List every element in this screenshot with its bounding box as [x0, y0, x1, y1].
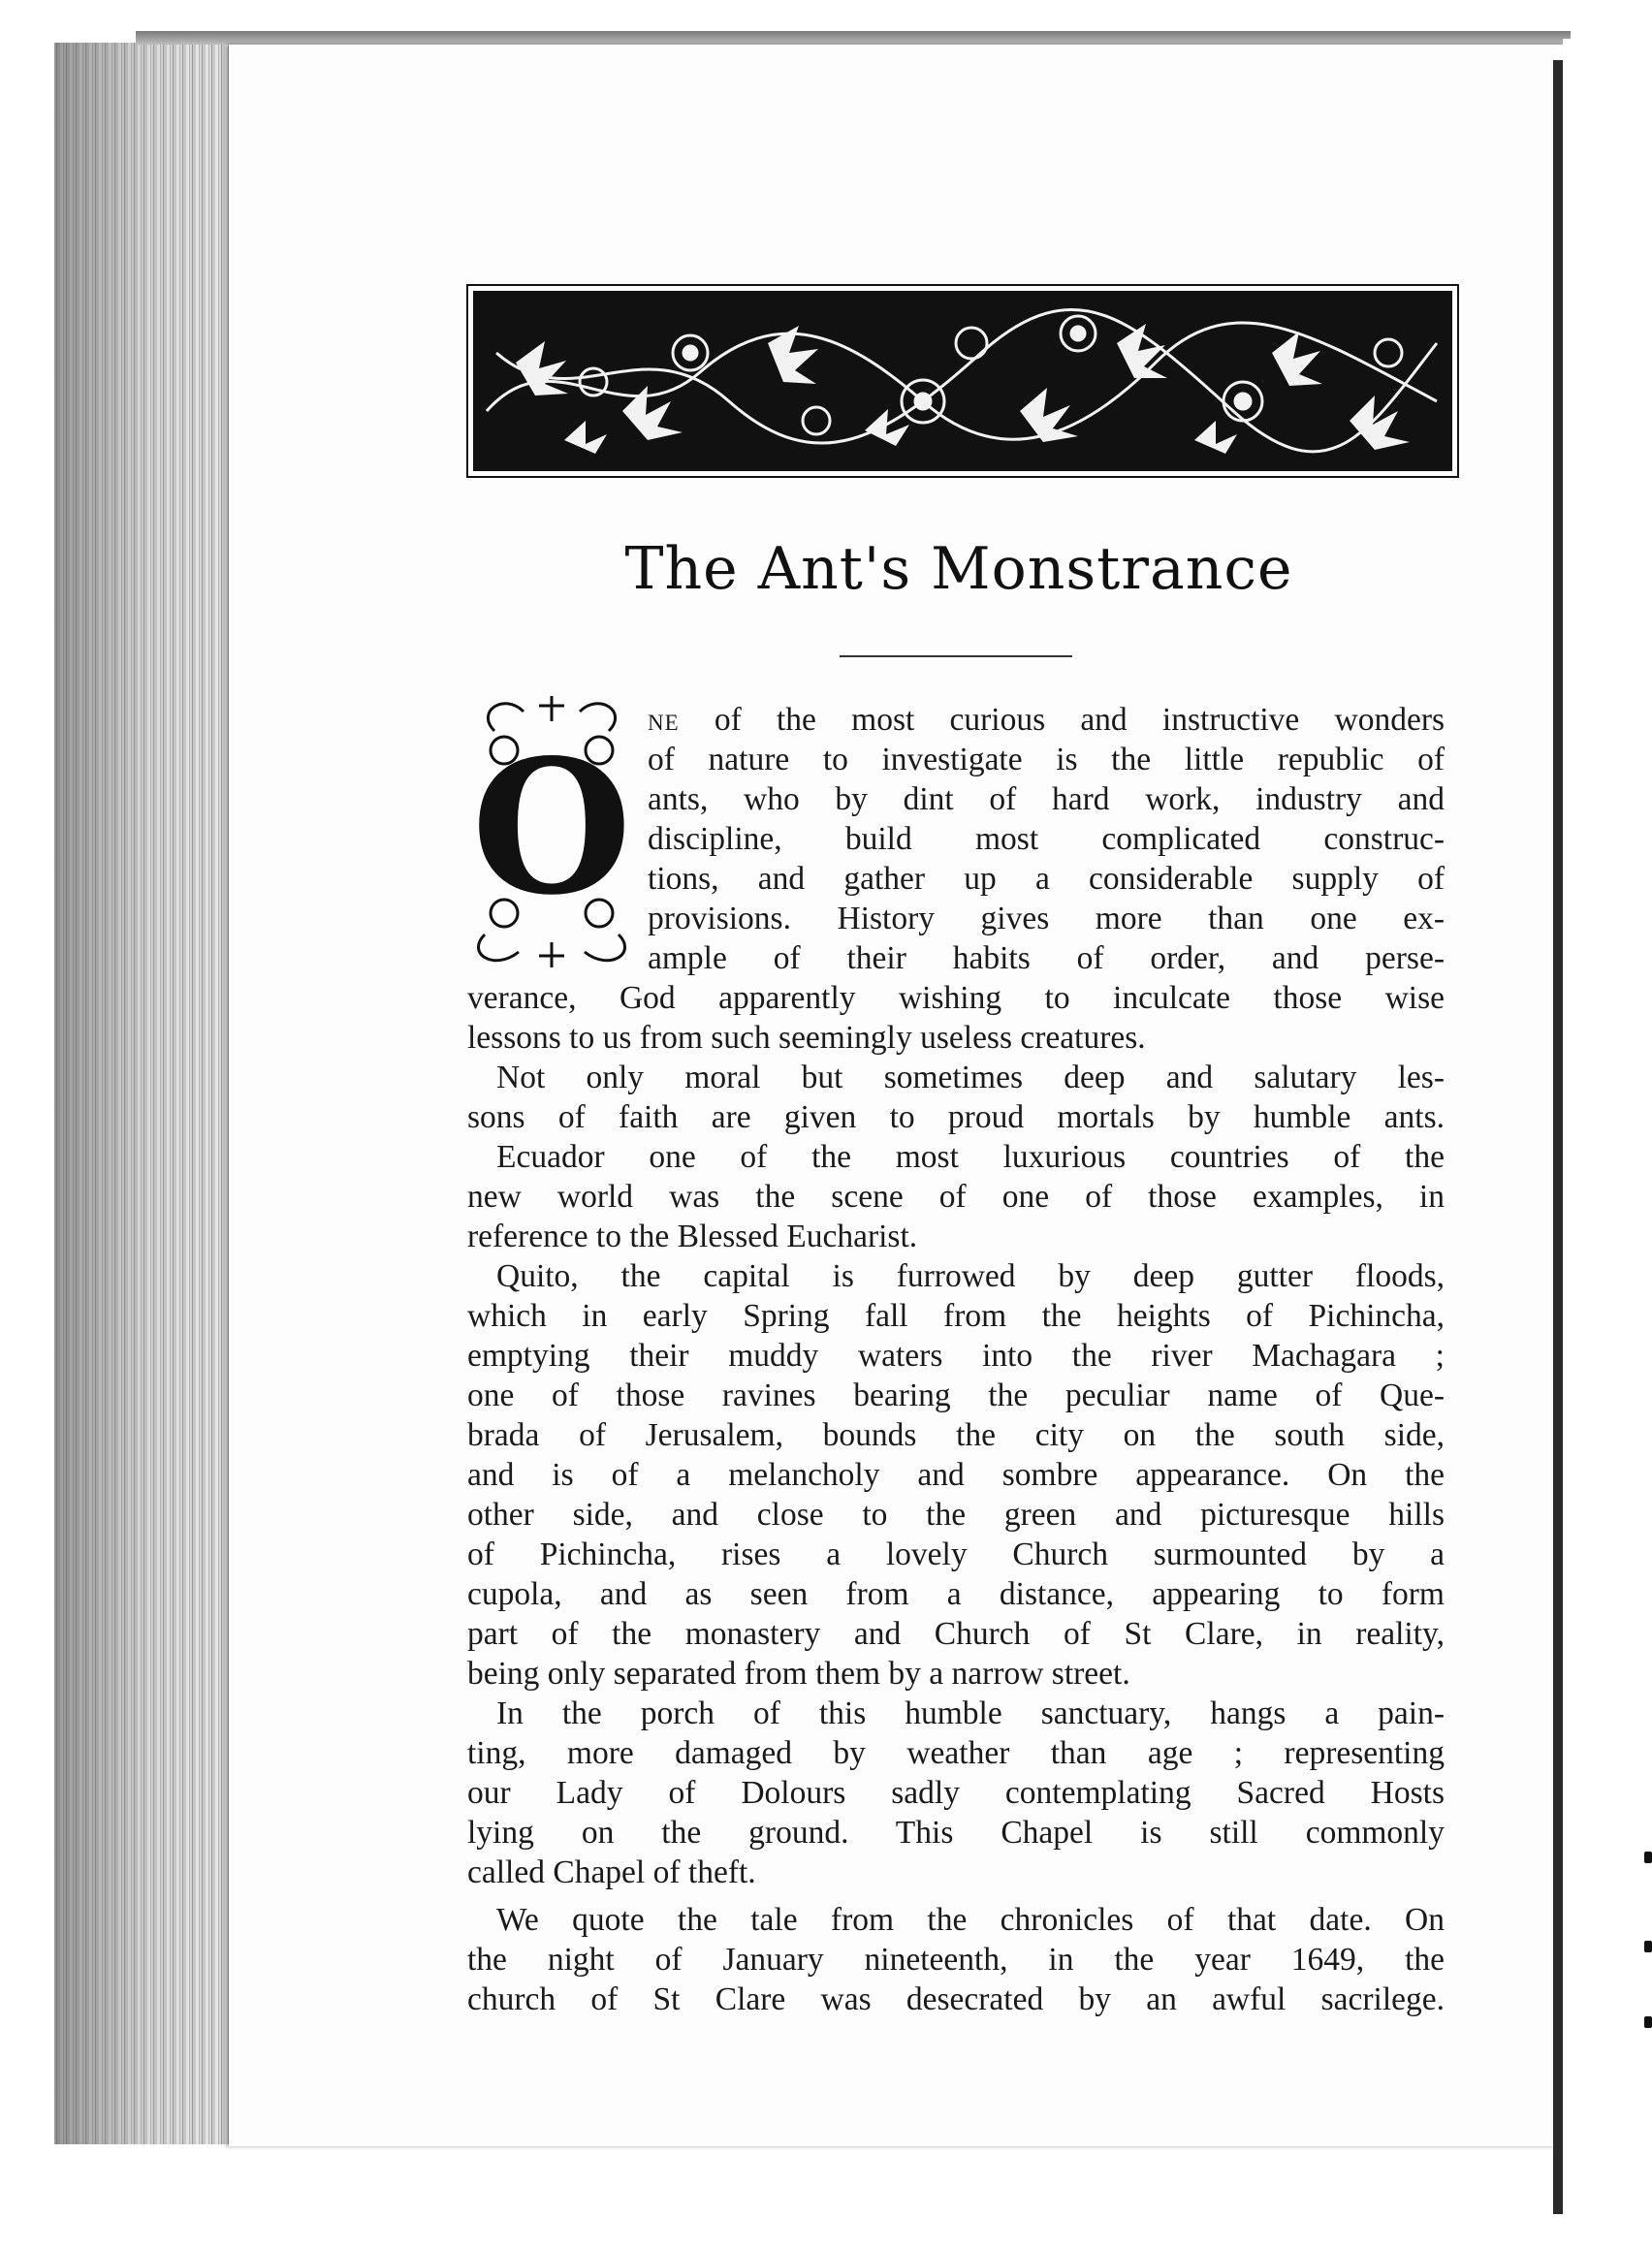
paragraph [467, 1058, 1445, 1137]
text-line: tions, and gather up a considerable supply of [648, 861, 1445, 897]
text-line: reference to the Blessed Eucharist. [467, 1219, 918, 1254]
initial-letter: O [471, 719, 632, 935]
text-line: part of the monastery and Church of St Clare, in reality, [467, 1616, 1445, 1652]
text-line: of nature to investigate is the little republic of [648, 742, 1445, 777]
text-line: ants, who by dint of hard work, industry and [648, 781, 1445, 817]
page-edges-shadow [54, 43, 229, 2144]
paragraph [467, 1256, 1445, 1694]
facing-page-mark [1644, 2016, 1652, 2028]
text-line: church of St Clare was desecrated by an awful sacrilege. [467, 1981, 1445, 2017]
text-line: called Chapel of theft. [467, 1854, 756, 1890]
text-line: Not only moral but sometimes deep and salutary les- [496, 1060, 1445, 1095]
text-line: Ecuador one of the most luxurious countries of the [496, 1139, 1445, 1175]
title-rule [840, 655, 1072, 657]
opening-paragraph [648, 700, 1445, 978]
text-line: ting, more damaged by weather than age ; representing [467, 1735, 1445, 1771]
text-line [648, 700, 1445, 740]
body-text [467, 978, 1445, 2019]
facing-page [1563, 39, 1652, 2249]
paragraph [467, 978, 1445, 1058]
facing-page-mark [1644, 1852, 1652, 1863]
facing-page-gutter [1553, 60, 1563, 2214]
floral-ornament-graphic [477, 295, 1448, 467]
chapter-title: The Ant's Monstrance [624, 535, 1293, 603]
text-line: provisions. History gives more than one ex- [648, 901, 1445, 936]
text-line: verance, God apparently wishing to inculcate those wise [467, 980, 1445, 1016]
text-line: of Pichincha, rises a lovely Church surmounted by a [467, 1536, 1445, 1572]
top-page-edge [136, 31, 1571, 45]
text-line: brada of Jerusalem, bounds the city on the south side, [467, 1417, 1445, 1453]
paragraph [467, 1694, 1445, 1892]
text-line: ample of their habits of order, and perse- [648, 940, 1445, 976]
text-line-content: of the most curious and instructive wonders [714, 702, 1446, 738]
text-line: other side, and close to the green and picturesque hills [467, 1497, 1445, 1533]
text-line: which in early Spring fall from the heights of Pichincha, [467, 1298, 1445, 1334]
text-line: the night of January nineteenth, in the year 1649, the [467, 1942, 1445, 1978]
text-line: discipline, build most complicated construc- [648, 821, 1445, 857]
text-line: Quito, the capital is furrowed by deep gutter floods, [496, 1258, 1445, 1294]
text-line: In the porch of this humble sanctuary, hangs a pain- [496, 1695, 1445, 1731]
text-line: lessons to us from such seemingly useless creatures. [467, 1020, 1146, 1056]
text-line: cupola, and as seen from a distance, appearing to form [467, 1576, 1445, 1612]
text-line: new world was the scene of one of those examples, in [467, 1179, 1445, 1215]
text-line: and is of a melancholy and sombre appearance. On the [467, 1457, 1445, 1493]
paragraph [467, 1137, 1445, 1256]
decorated-initial [465, 692, 638, 971]
text-line: our Lady of Dolours sadly contemplating Sacred Hosts [467, 1775, 1445, 1811]
floral-ornament-banner [473, 291, 1452, 471]
text-line: being only separated from them by a narrow street. [467, 1656, 1130, 1692]
text-line: sons of faith are given to proud mortals by humble ants. [467, 1099, 1445, 1135]
paragraph [467, 1900, 1445, 2019]
opening-small-caps: ne [648, 702, 680, 738]
text-line: emptying their muddy waters into the river Machagara ; [467, 1338, 1445, 1374]
text-line: one of those ravines bearing the peculiar name of Que- [467, 1378, 1445, 1413]
text-line: We quote the tale from the chronicles of that date. On [496, 1902, 1445, 1938]
text-line: lying on the ground. This Chapel is still commonly [467, 1815, 1445, 1851]
facing-page-mark [1644, 1941, 1652, 1952]
